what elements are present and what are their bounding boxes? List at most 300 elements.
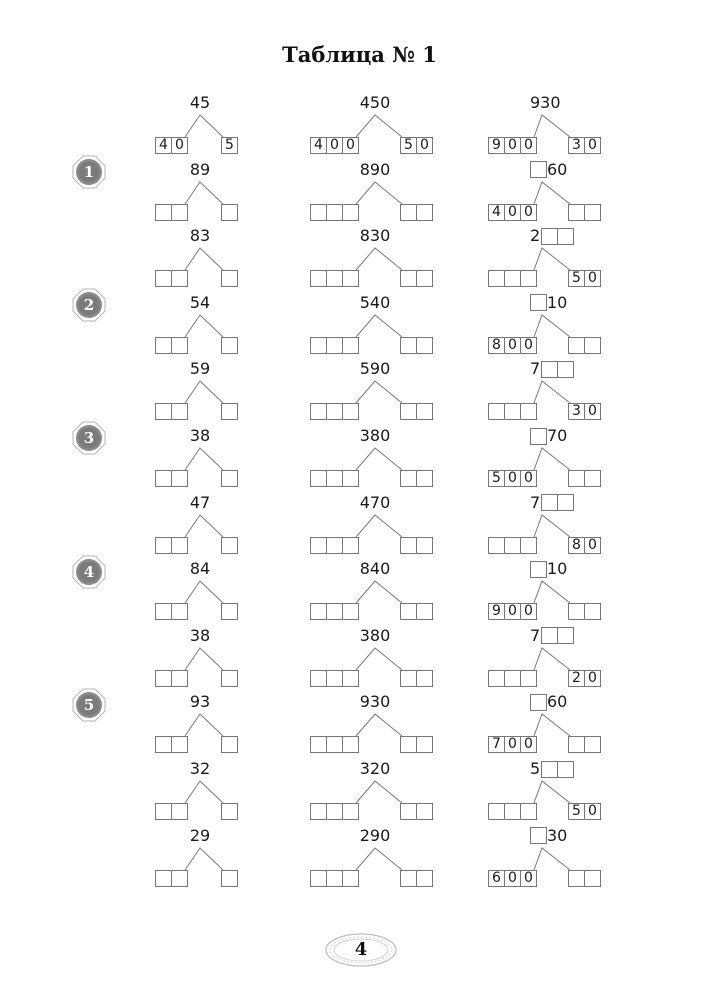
digit-box[interactable] [310,870,327,887]
units-tens-part [400,470,432,487]
digit-box[interactable] [310,603,327,620]
exercise-row [0,425,719,491]
page-title: Таблица № 1 [282,42,437,67]
digit-box[interactable] [504,270,521,287]
number-decomposition [478,558,618,624]
tens-hundreds-part [310,803,358,820]
digit-box: 0 [584,537,601,554]
digit-box[interactable] [221,204,238,221]
units-tens-part [568,870,600,887]
digit-box: 0 [520,736,537,753]
digit-box[interactable] [416,270,433,287]
digit-box[interactable] [171,537,188,554]
whole-number [478,691,618,713]
units-tens-part [568,670,600,687]
digit-box[interactable] [155,670,172,687]
whole-number [145,625,255,647]
whole-number [145,92,255,114]
whole-number [145,425,255,447]
digit-box: 5 [568,803,585,820]
tens-hundreds-part [488,736,536,753]
digit-box[interactable] [416,870,433,887]
number-decomposition [300,225,450,291]
digit-box[interactable] [171,603,188,620]
digit-box[interactable] [342,470,359,487]
digit-box[interactable] [520,270,537,287]
tens-hundreds-part [310,204,358,221]
whole-number [300,758,450,780]
whole-number-value: 54 [189,292,211,312]
digit-box[interactable] [171,204,188,221]
digit-box[interactable] [568,337,585,354]
units-tens-part [400,137,432,154]
digit-box[interactable] [584,870,601,887]
units-tens-part [568,470,600,487]
digit-box[interactable] [488,270,505,287]
digit-box: 4 [310,137,327,154]
digit-box: 0 [584,403,601,420]
whole-number-value: 38 [189,625,211,645]
digit-box[interactable] [504,803,521,820]
whole-number [300,225,450,247]
digit-box[interactable] [504,403,521,420]
digit-box: 0 [520,137,537,154]
digit-box[interactable] [326,537,343,554]
digit-box[interactable] [310,403,327,420]
tens-hundreds-part [155,736,187,753]
digit-box[interactable] [568,603,585,620]
missing-digit-box[interactable] [557,494,574,511]
whole-number-value: 89 [189,159,211,179]
exercise-row [0,492,719,558]
missing-digit-box[interactable] [530,428,547,445]
digit-box: 5 [400,137,417,154]
digit-box: 0 [504,870,521,887]
exercise-row [0,558,719,624]
number-decomposition [145,292,255,358]
units-tens-part [221,270,237,287]
digit-box[interactable] [171,337,188,354]
missing-digit-boxes [530,428,546,445]
exercise-row [0,625,719,691]
digit-box[interactable] [171,470,188,487]
units-tens-part [400,403,432,420]
number-decomposition [478,225,618,291]
whole-number [145,159,255,181]
whole-number [478,292,618,314]
whole-number-value: 470 [359,492,391,512]
digit-box[interactable] [400,204,417,221]
digit-box[interactable] [416,670,433,687]
digit-box[interactable] [400,803,417,820]
digit-box[interactable] [342,403,359,420]
units-tens-part [400,270,432,287]
whole-number-value: 380 [359,625,391,645]
tens-hundreds-part [310,270,358,287]
whole-number-value: 38 [189,426,211,445]
tens-hundreds-part [310,603,358,620]
digit-box[interactable] [488,403,505,420]
number-decomposition [145,358,255,424]
number-decomposition [300,159,450,225]
digit-box[interactable] [504,670,521,687]
whole-number-digit: 2 [530,226,541,246]
digit-box: 0 [520,204,537,221]
whole-number [145,758,255,780]
digit-box[interactable] [171,803,188,820]
whole-number [300,92,450,114]
digit-box[interactable] [400,403,417,420]
section-badge-number: 3 [83,429,95,447]
missing-digit-box[interactable] [557,761,574,778]
digit-box[interactable] [171,270,188,287]
digit-box[interactable] [171,670,188,687]
section-badge [72,421,106,455]
digit-box: 5 [488,470,505,487]
digit-box[interactable] [416,803,433,820]
whole-number [478,225,618,247]
digit-box[interactable] [342,870,359,887]
number-decomposition [145,159,255,225]
number-decomposition [145,225,255,291]
exercise-row [0,159,719,225]
tens-hundreds-part [310,470,358,487]
digit-box[interactable] [342,803,359,820]
whole-number-digits: 930 [530,93,561,112]
units-tens-part [221,670,237,687]
missing-digit-box[interactable] [530,827,547,844]
number-decomposition [300,825,450,891]
whole-number [478,159,618,181]
units-tens-part [221,736,237,753]
digit-box[interactable] [342,204,359,221]
units-tens-part [568,137,600,154]
digit-box[interactable] [342,670,359,687]
digit-box: 0 [520,337,537,354]
digit-box[interactable] [400,603,417,620]
units-tens-part [221,803,237,820]
units-tens-part [568,337,600,354]
whole-number-value: 830 [359,226,391,246]
digit-box[interactable] [221,337,238,354]
digit-box[interactable] [155,736,172,753]
digit-box[interactable] [568,470,585,487]
units-tens-part [400,537,432,554]
digit-box: 0 [504,603,521,620]
digit-box[interactable] [155,270,172,287]
tens-hundreds-part [488,670,536,687]
units-tens-part [221,537,237,554]
whole-number-value: 890 [359,159,391,179]
digit-box: 0 [416,137,433,154]
digit-box[interactable] [584,204,601,221]
digit-box: 0 [504,736,521,753]
digit-box[interactable] [416,337,433,354]
missing-digit-box[interactable] [541,627,558,644]
digit-box[interactable] [326,337,343,354]
number-decomposition [478,92,618,158]
units-tens-part [221,137,237,154]
digit-box[interactable] [342,603,359,620]
missing-digit-box[interactable] [557,627,574,644]
whole-number-digit: 7 [530,359,541,379]
digit-box[interactable] [416,736,433,753]
digit-box[interactable] [155,870,172,887]
number-decomposition [300,691,450,757]
digit-box[interactable] [400,537,417,554]
whole-number-digits: 60 [547,692,568,712]
digit-box[interactable] [416,603,433,620]
whole-number [300,825,450,847]
number-decomposition [145,492,255,558]
whole-number-value: 380 [359,426,391,445]
exercise-row [0,292,719,358]
whole-number [300,425,450,447]
digit-box[interactable] [310,337,327,354]
number-decomposition [478,825,618,891]
digit-box[interactable] [416,470,433,487]
digit-box[interactable] [400,870,417,887]
digit-box[interactable] [310,270,327,287]
digit-box: 0 [504,204,521,221]
digit-box: 0 [520,870,537,887]
tens-hundreds-part [155,270,187,287]
digit-box: 7 [488,736,505,753]
tens-hundreds-part [155,204,187,221]
missing-digit-box[interactable] [541,494,558,511]
section-badge-number: 5 [83,696,95,714]
missing-digit-box[interactable] [530,294,547,311]
digit-box[interactable] [155,537,172,554]
digit-box[interactable] [342,337,359,354]
section-badge-number: 2 [83,296,95,314]
digit-box[interactable] [504,537,521,554]
units-tens-part [568,270,600,287]
number-decomposition [145,425,255,491]
digit-box[interactable] [488,803,505,820]
digit-box[interactable] [221,736,238,753]
whole-number-value: 450 [359,93,391,112]
missing-digit-boxes [541,494,573,511]
digit-box[interactable] [488,537,505,554]
units-tens-part [221,870,237,887]
digit-box[interactable] [155,403,172,420]
tens-hundreds-part [310,137,358,154]
digit-box[interactable] [584,337,601,354]
digit-box[interactable] [326,603,343,620]
tens-hundreds-part [310,870,358,887]
whole-number-digits: 10 [547,559,568,579]
tens-hundreds-part [310,403,358,420]
whole-number-value: 590 [359,359,391,379]
number-decomposition [145,691,255,757]
digit-box[interactable] [221,470,238,487]
missing-digit-boxes [530,294,546,311]
missing-digit-box[interactable] [541,761,558,778]
whole-number [478,825,618,847]
whole-number-value: 93 [189,692,211,712]
tens-hundreds-part [155,537,187,554]
digit-box[interactable] [221,803,238,820]
units-tens-part [400,870,432,887]
number-decomposition [300,625,450,691]
digit-box[interactable] [155,803,172,820]
digit-box[interactable] [310,204,327,221]
digit-box[interactable] [342,537,359,554]
whole-number [478,758,618,780]
missing-digit-box[interactable] [541,228,558,245]
tens-hundreds-part [488,337,536,354]
digit-box[interactable] [221,537,238,554]
digit-box[interactable] [155,470,172,487]
missing-digit-boxes [541,627,573,644]
digit-box[interactable] [221,603,238,620]
digit-box[interactable] [568,204,585,221]
tens-hundreds-part [488,403,536,420]
digit-box[interactable] [568,870,585,887]
digit-box: 0 [342,137,359,154]
tens-hundreds-part [488,204,536,221]
tens-hundreds-part [155,870,187,887]
digit-box: 8 [568,537,585,554]
digit-box[interactable] [326,470,343,487]
digit-box: 0 [504,337,521,354]
digit-box[interactable] [221,870,238,887]
whole-number-digit: 5 [530,759,541,778]
digit-box: 0 [171,137,188,154]
page-number-badge [324,932,398,968]
digit-box[interactable] [326,803,343,820]
missing-digit-boxes [530,561,546,578]
number-decomposition [145,92,255,158]
units-tens-part [400,803,432,820]
section-badge [72,688,106,722]
digit-box[interactable] [584,603,601,620]
digit-box[interactable] [584,470,601,487]
number-decomposition [300,92,450,158]
digit-box[interactable] [326,204,343,221]
digit-box: 5 [568,270,585,287]
digit-box[interactable] [310,803,327,820]
units-tens-part [400,670,432,687]
digit-box: 9 [488,603,505,620]
tens-hundreds-part [488,270,536,287]
digit-box[interactable] [416,537,433,554]
missing-digit-box[interactable] [557,361,574,378]
digit-box[interactable] [342,736,359,753]
digit-box: 9 [488,137,505,154]
digit-box[interactable] [171,870,188,887]
units-tens-part [221,470,237,487]
digit-box[interactable] [171,736,188,753]
missing-digit-box[interactable] [557,228,574,245]
units-tens-part [568,537,600,554]
digit-box[interactable] [520,403,537,420]
digit-box[interactable] [520,537,537,554]
digit-box: 0 [584,137,601,154]
exercise-row [0,758,719,824]
digit-box[interactable] [400,736,417,753]
digit-box[interactable] [326,270,343,287]
missing-digit-box[interactable] [530,161,547,178]
whole-number [478,92,618,114]
whole-number [145,825,255,847]
digit-box[interactable] [520,670,537,687]
digit-box[interactable] [400,470,417,487]
whole-number [145,492,255,514]
tens-hundreds-part [310,337,358,354]
units-tens-part [400,736,432,753]
whole-number-digit: 7 [530,625,541,645]
whole-number-digits: 30 [547,825,568,845]
digit-box[interactable] [171,403,188,420]
whole-number [145,358,255,380]
digit-box[interactable] [568,736,585,753]
whole-number [478,558,618,580]
number-decomposition [478,758,618,824]
units-tens-part [221,403,237,420]
digit-box[interactable] [221,403,238,420]
tens-hundreds-part [310,736,358,753]
section-badge [72,155,106,189]
whole-number [478,358,618,380]
tens-hundreds-part [310,537,358,554]
digit-box[interactable] [155,337,172,354]
digit-box[interactable] [310,670,327,687]
digit-box[interactable] [488,670,505,687]
digit-box: 0 [504,470,521,487]
whole-number-value: 47 [189,492,211,512]
digit-box: 0 [326,137,343,154]
missing-digit-box[interactable] [541,361,558,378]
missing-digit-box[interactable] [530,694,547,711]
digit-box[interactable] [326,736,343,753]
digit-box[interactable] [326,670,343,687]
digit-box[interactable] [416,403,433,420]
whole-number-value: 320 [359,759,391,778]
digit-box[interactable] [310,537,327,554]
digit-box[interactable] [584,736,601,753]
digit-box[interactable] [326,870,343,887]
number-decomposition [300,292,450,358]
tens-hundreds-part [488,470,536,487]
digit-box[interactable] [310,736,327,753]
units-tens-part [221,603,237,620]
missing-digit-box[interactable] [530,561,547,578]
digit-box[interactable] [310,470,327,487]
digit-box[interactable] [326,403,343,420]
whole-number [300,492,450,514]
units-tens-part [400,204,432,221]
digit-box[interactable] [155,603,172,620]
digit-box[interactable] [155,204,172,221]
exercise-row [0,691,719,757]
digit-box[interactable] [400,270,417,287]
digit-box[interactable] [342,270,359,287]
digit-box[interactable] [416,204,433,221]
whole-number-value: 540 [359,292,391,312]
digit-box[interactable] [520,803,537,820]
digit-box[interactable] [400,670,417,687]
units-tens-part [221,337,237,354]
number-decomposition [478,492,618,558]
missing-digit-boxes [541,361,573,378]
digit-box[interactable] [400,337,417,354]
digit-box[interactable] [221,670,238,687]
number-decomposition [478,425,618,491]
number-decomposition [478,358,618,424]
digit-box[interactable] [221,270,238,287]
